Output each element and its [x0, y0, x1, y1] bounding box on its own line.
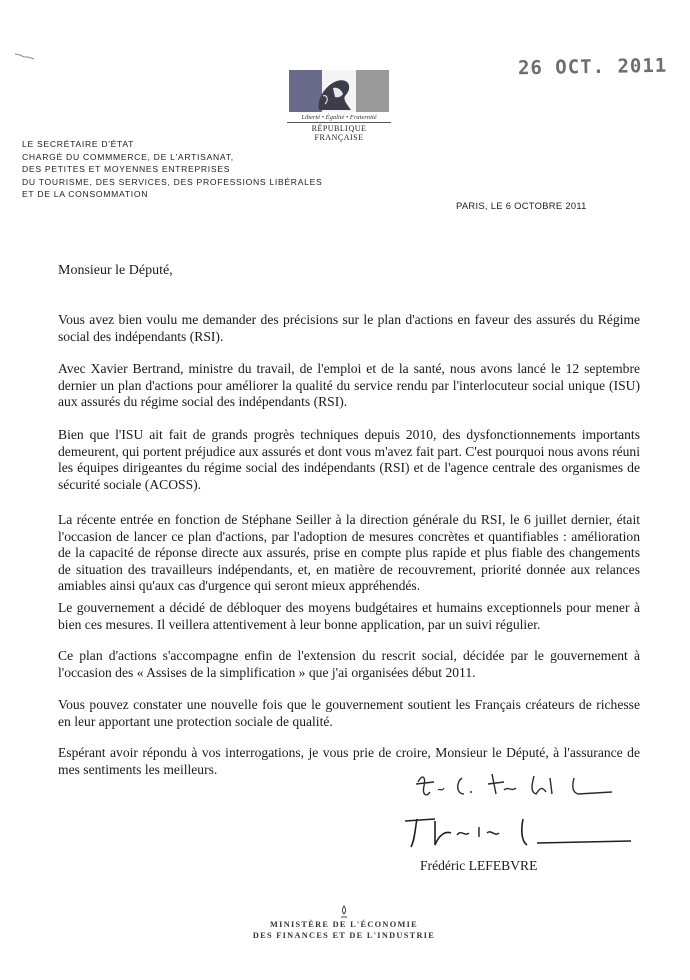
logo-motto: Liberté • Égalité • Fraternité [301, 114, 377, 121]
ministry-emblem-icon [339, 905, 349, 919]
body-paragraph: Vous pouvez constater une nouvelle fois que le gouvernement soutient les Français créateurs de richesse en leur apportant une protection sociale de qualité. [58, 697, 640, 729]
sender-block [22, 138, 323, 201]
sender-line: DES PETITES ET MOYENNES ENTREPRISES [22, 164, 231, 175]
body-paragraph: Bien que l'ISU ait fait de grands progrès techniques depuis 2010, des dysfonctionnements importants demeurent, qui portent préjudice aux assurés et dont vous m'avez fait part. C'est pourquoi nous avons réuni les équipes dirigeantes du régime social des indépendants (RSI) et de l'agence centrale des organismes de sécurité sociale (ACOSS). [58, 427, 640, 492]
sender-line: CHARGÉ DU COMMMERCE, DE L'ARTISANAT, [22, 151, 234, 162]
body-paragraph: La récente entrée en fonction de Stéphane Seiller à la direction générale du RSI, le 6 juillet dernier, était l'occasion de lancer ce plan d'actions, par l'adoption de mesures concrètes et quantifiables : amélioration de la capacité de réponse directe aux assurés, prise en compte plus rapide et plus fiable des changements de situation des travailleurs indépendants, et, en matière de recouvrement, priorité donnée aux relances amiables ainsi qu'aux cas d'urgence qui seront mieux appréhendés. [58, 512, 640, 594]
body-paragraph: Ce plan d'actions s'accompagne enfin de l'extension du rescrit social, décidée par le gouvernement à l'occasion des « Assises de la simplification » que j'ai organisées début 2011. [58, 648, 640, 680]
signature [395, 815, 635, 851]
footer-line-1: MINISTÈRE DE L'ÉCONOMIE [270, 920, 418, 929]
handwritten-closing-note [412, 768, 622, 808]
date-line: PARIS, LE 6 OCTOBRE 2011 [456, 200, 587, 211]
salutation: Monsieur le Député, [58, 263, 173, 278]
body-paragraph: Le gouvernement a décidé de débloquer des moyens budgétaires et humains exceptionnels pour mener à bien ces mesures. Il veillera attentivement à leur bonne application, par un suivi régulier. [58, 600, 640, 632]
sender-line: LE SECRÉTAIRE D'ÉTAT [22, 139, 135, 149]
body-paragraph: Avec Xavier Bertrand, ministre du travail, de l'emploi et de la santé, nous avons lancé le 12 septembre dernier un plan d'actions pour améliorer la qualité du service rendu par l'interlocuteur social unique (ISU) aux assurés du régime social des indépendants (RSI). [58, 361, 640, 410]
body-paragraph: Vous avez bien voulu me demander des précisions sur le plan d'actions en faveur des assurés du Régime social des indépendants (RSI). [58, 312, 640, 344]
marianne-emblem-icon [289, 70, 389, 112]
footer-line-2: DES FINANCES ET DE L'INDUSTRIE [252, 930, 436, 940]
closing-paragraph: Espérant avoir répondu à vos interrogations, je vous prie de croire, Monsieur le Député, à l'assurance de mes sentiments les meilleurs. [58, 745, 640, 777]
republique-francaise-logo [287, 70, 391, 142]
received-date-stamp: 26 OCT. 2011 [517, 54, 668, 80]
scan-mark [14, 52, 36, 60]
signer-name: Frédéric LEFEBVRE [420, 858, 538, 873]
logo-republique-francaise: RÉPUBLIQUE FRANÇAISE [287, 122, 391, 142]
sender-line: ET DE LA CONSOMMATION [22, 189, 149, 200]
ministry-footer [224, 905, 464, 941]
sender-line: DU TOURISME, DES SERVICES, DES PROFESSIONS LIBÉRALES [22, 176, 323, 187]
